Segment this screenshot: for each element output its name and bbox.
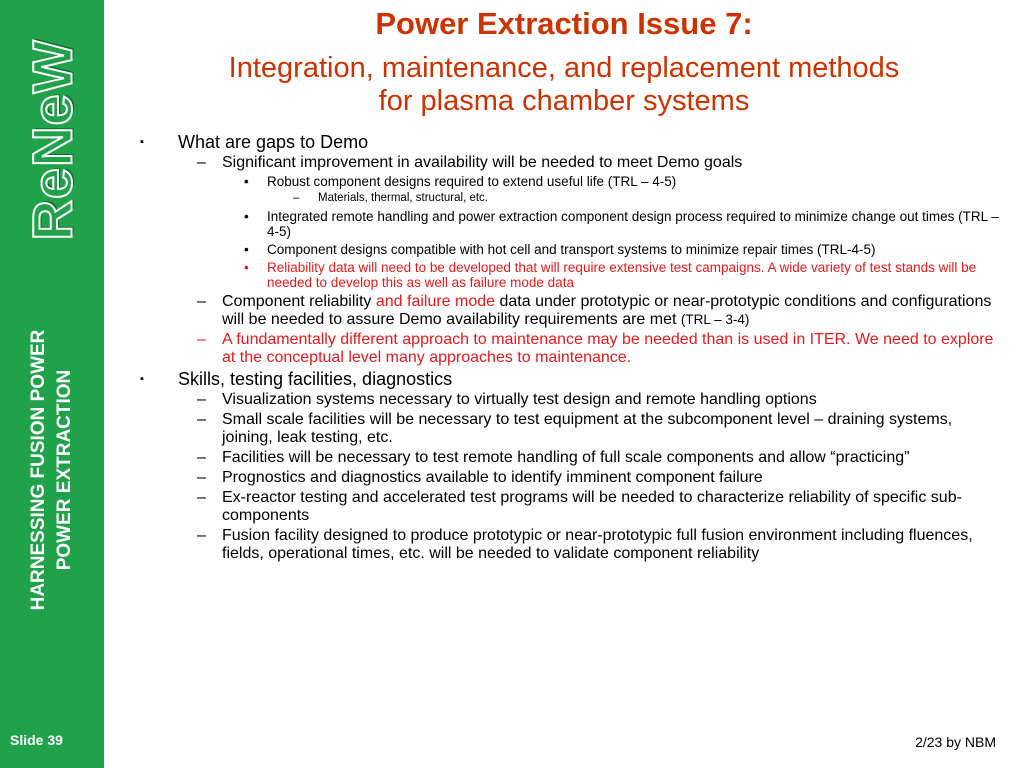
- bullet-materials: – Materials, thermal, structural, etc.: [293, 192, 488, 204]
- dot-bullet-icon: •: [244, 260, 249, 275]
- dash-marker: –: [197, 391, 206, 408]
- subtitle-line-1: Integration, maintenance, and replacement methods: [228, 52, 900, 84]
- footer-credit: 2/23 by NBM: [915, 734, 996, 750]
- sidebar-line-1: HARNESSING FUSION POWER: [28, 329, 49, 611]
- dash-marker: –: [197, 331, 206, 348]
- bullet-fusion-facility: – Fusion facility designed to produce prototypic or near-prototypic full fusion environment including fluences, fields, operational times, etc. will be needed to validate component reliability: [197, 527, 973, 562]
- bullet-robust-designs: • Robust component designs required to extend useful life (TRL – 4-5): [244, 174, 677, 189]
- dash-marker: –: [197, 293, 206, 310]
- dot-bullet-icon: •: [244, 174, 249, 189]
- bullet-component-reliability: – Component reliability and failure mode data under prototypic or near-prototypic conditions and configurations will be needed to assure Demo availability requirements are met (TRL – 3-4): [197, 293, 992, 328]
- dot-bullet-icon: •: [244, 209, 249, 224]
- slide-title: Power Extraction Issue 7:: [375, 6, 753, 41]
- bullet-small-scale: – Small scale facilities will be necessary to test equipment at the subcomponent level – draining systems, joining, leak testing, etc.: [197, 411, 953, 446]
- dot-bullet-icon: •: [244, 242, 249, 257]
- slide-number: Slide 39: [10, 732, 63, 748]
- square-bullet-icon: ▪: [140, 373, 144, 385]
- bullet-availability: – Significant improvement in availability will be needed to meet Demo goals: [197, 154, 743, 171]
- dash-marker: –: [197, 449, 206, 466]
- subtitle-line-2: for plasma chamber systems: [378, 85, 750, 117]
- trl-note: (TRL – 3-4): [680, 312, 750, 327]
- sidebar: [0, 0, 104, 768]
- bullet-skills: ▪ Skills, testing facilities, diagnostics: [140, 369, 453, 389]
- bullet-maintenance-approach: – A fundamentally different approach to maintenance may be needed than is used in ITER. We need to explore at the conceptual level many approaches to maintenance.: [197, 331, 994, 366]
- bullet-reliability-data: • Reliability data will need to be developed that will require extensive test campaigns. A wide variety of test stands will be needed to develop this as well as failure mode data: [244, 260, 977, 290]
- bullet-hot-cell: • Component designs compatible with hot cell and transport systems to minimize repair times (TRL-4-5): [244, 242, 876, 257]
- bullet-ex-reactor: – Ex-reactor testing and accelerated test programs will be needed to characterize reliability of specific sub-components: [197, 489, 962, 524]
- dash-marker: –: [197, 527, 206, 544]
- bullet-remote-handling: • Integrated remote handling and power extraction component design process required to minimize change out times (TRL – 4-5): [244, 209, 999, 239]
- bullet-prognostics: – Prognostics and diagnostics available to identify imminent component failure: [197, 469, 763, 486]
- dash-marker: –: [293, 192, 300, 204]
- slide-body: [140, 132, 1000, 565]
- dash-marker: –: [197, 411, 206, 428]
- bullet-visualization: – Visualization systems necessary to virtually test design and remote handling options: [197, 391, 817, 408]
- sidebar-line-2: POWER EXTRACTION: [54, 369, 75, 571]
- dash-marker: –: [197, 489, 206, 506]
- dash-marker: –: [197, 469, 206, 486]
- bullet-full-scale: – Facilities will be necessary to test remote handling of full scale components and allow “practicing”: [197, 449, 910, 466]
- square-bullet-icon: ▪: [140, 136, 144, 148]
- renew-logo: ReNeW: [20, 39, 84, 241]
- slide-subtitle: [104, 52, 1024, 118]
- sidebar-subtitle: [26, 330, 78, 611]
- dash-marker: –: [197, 154, 206, 171]
- failure-mode-highlight: and failure mode: [375, 293, 496, 310]
- bullet-gaps: ▪ What are gaps to Demo: [140, 132, 369, 152]
